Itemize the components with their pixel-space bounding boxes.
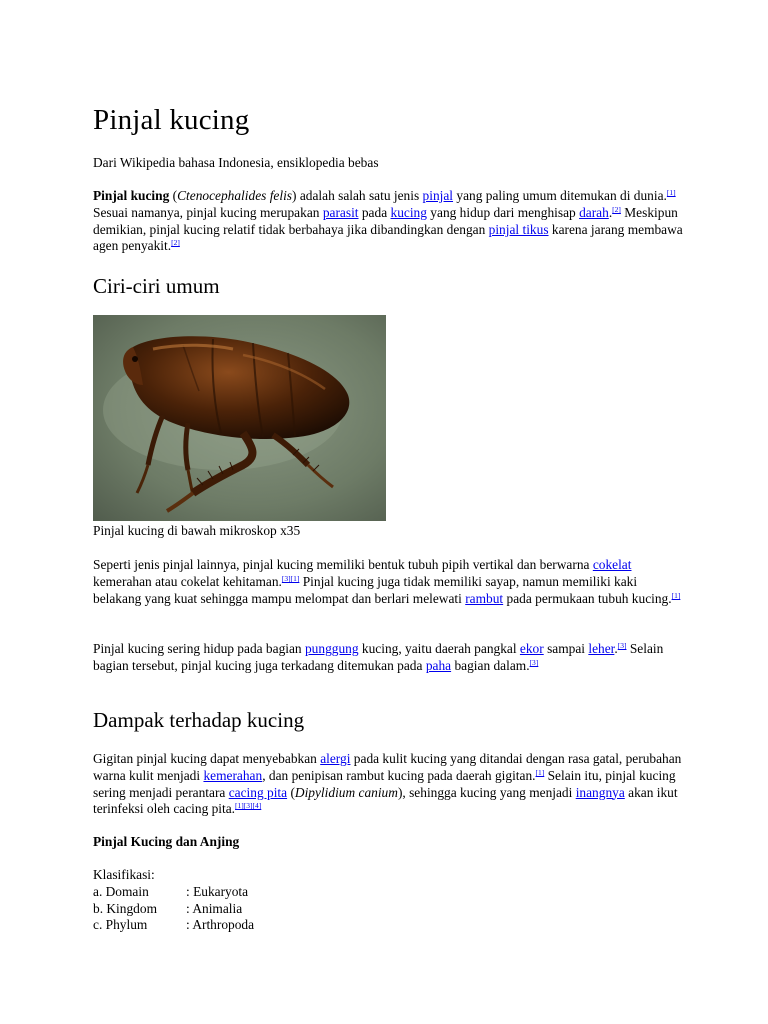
- text: pada: [358, 204, 391, 220]
- classification-value: : Arthropoda: [186, 917, 255, 933]
- text: (: [169, 188, 178, 203]
- classification-label: Klasifikasi:: [93, 867, 155, 882]
- intro-paragraph: [93, 188, 683, 255]
- classification-list: [93, 867, 254, 934]
- scientific-name: Ctenocephalides felis: [177, 188, 293, 203]
- link-pinjal-tikus[interactable]: pinjal tikus: [488, 221, 549, 237]
- text: ), sehingga kucing yang menjadi: [397, 784, 576, 800]
- ref-link[interactable]: [3][1]: [281, 573, 300, 583]
- classification-row: [93, 917, 254, 934]
- link-rambut[interactable]: rambut: [465, 590, 504, 606]
- text: .: [614, 641, 618, 656]
- text: kemerahan atau cokelat kehitaman.: [93, 573, 282, 589]
- tagline: Dari Wikipedia bahasa Indonesia, ensiklopedia bebas: [93, 155, 379, 170]
- ref-link[interactable]: [2]: [171, 238, 180, 248]
- paragraph-ciri-2: [93, 641, 683, 675]
- text: Meskipun demikian, pinjal kucing relatif tidak berbahaya jika dibandingkan dengan: [93, 204, 678, 237]
- intro-bold-term: Pinjal kucing: [93, 188, 170, 203]
- link-parasit[interactable]: parasit: [322, 204, 359, 220]
- text: Sesuai namanya, pinjal kucing merupakan: [93, 204, 323, 220]
- text: (: [287, 784, 295, 800]
- scientific-name: Dipylidium canium: [294, 784, 398, 800]
- text: Gigitan pinjal kucing dapat menyebabkan: [93, 751, 321, 766]
- paragraph-ciri-1: [93, 557, 683, 607]
- link-inangnya[interactable]: inangnya: [575, 784, 625, 800]
- text: bagian dalam.: [451, 657, 530, 673]
- link-cacing-pita[interactable]: cacing pita: [228, 784, 288, 800]
- ref-link[interactable]: [1]: [666, 188, 676, 197]
- ref-link[interactable]: [3]: [617, 641, 627, 650]
- text: kucing, yaitu daerah pangkal: [358, 641, 520, 656]
- section-heading-ciri: Ciri-ciri umum: [93, 274, 220, 298]
- classification-key: a. Domain: [93, 883, 149, 899]
- link-darah[interactable]: darah: [579, 204, 609, 220]
- text: Pinjal kucing sering hidup pada bagian: [93, 641, 305, 656]
- page-title: Pinjal kucing: [93, 104, 250, 136]
- ref-link[interactable]: [1][3][4]: [235, 801, 262, 811]
- flea-illustration: [93, 315, 386, 521]
- text: sampai: [543, 641, 589, 656]
- ref-link[interactable]: [1]: [535, 767, 545, 777]
- text: ) adalah salah satu jenis: [292, 188, 423, 203]
- text: pada kulit kucing yang ditandai dengan rasa gatal, perubahan warna kulit menjadi: [93, 751, 682, 783]
- text: .: [608, 204, 613, 220]
- link-pinjal[interactable]: pinjal: [422, 188, 454, 203]
- paragraph-dampak: [93, 751, 683, 818]
- ref-link[interactable]: [3]: [529, 657, 539, 667]
- link-cokelat[interactable]: cokelat: [592, 557, 632, 572]
- text: pada permukaan tubuh kucing.: [503, 590, 672, 606]
- link-punggung[interactable]: punggung: [304, 641, 359, 656]
- text: yang hidup dari menghisap: [426, 204, 580, 220]
- classification-row: [93, 884, 254, 901]
- link-leher[interactable]: leher: [588, 641, 615, 656]
- link-paha[interactable]: paha: [425, 657, 452, 673]
- classification-row: [93, 901, 254, 918]
- text: Selain bagian tersebut, pinjal kucing juga terkadang ditemukan pada: [93, 641, 664, 673]
- subheading: Pinjal Kucing dan Anjing: [93, 834, 240, 849]
- text: Pinjal kucing juga tidak memiliki sayap, namun memiliki kaki belakang yang kuat sehingga mampu melompat dan berlari melewati: [93, 573, 638, 606]
- link-alergi[interactable]: alergi: [320, 751, 351, 766]
- ref-link[interactable]: [1]: [671, 590, 681, 600]
- classification-key: b. Kingdom: [93, 900, 157, 916]
- text: Seperti jenis pinjal lainnya, pinjal kucing memiliki bentuk tubuh pipih vertikal dan berwarna: [93, 557, 593, 572]
- text: Selain itu, pinjal kucing sering menjadi perantara: [93, 767, 676, 800]
- ref-link[interactable]: [2]: [612, 204, 621, 214]
- text: karena jarang membawa agen penyakit.: [93, 221, 683, 254]
- link-kemerahan[interactable]: kemerahan: [203, 767, 263, 783]
- text: , dan penipisan rambut kucing pada daerah gigitan.: [262, 767, 536, 783]
- text: akan ikut terinfeksi oleh cacing pita.: [93, 784, 678, 817]
- text: yang paling umum ditemukan di dunia.: [453, 188, 667, 203]
- classification-value: : Animalia: [186, 900, 243, 916]
- classification-value: : Eukaryota: [186, 883, 249, 899]
- link-kucing[interactable]: kucing: [390, 204, 427, 220]
- link-ekor[interactable]: ekor: [519, 641, 544, 656]
- image-caption: Pinjal kucing di bawah mikroskop x35: [93, 523, 301, 538]
- section-heading-dampak: Dampak terhadap kucing: [93, 708, 305, 732]
- classification-key: c. Phylum: [93, 917, 148, 933]
- flea-photo: [93, 315, 386, 521]
